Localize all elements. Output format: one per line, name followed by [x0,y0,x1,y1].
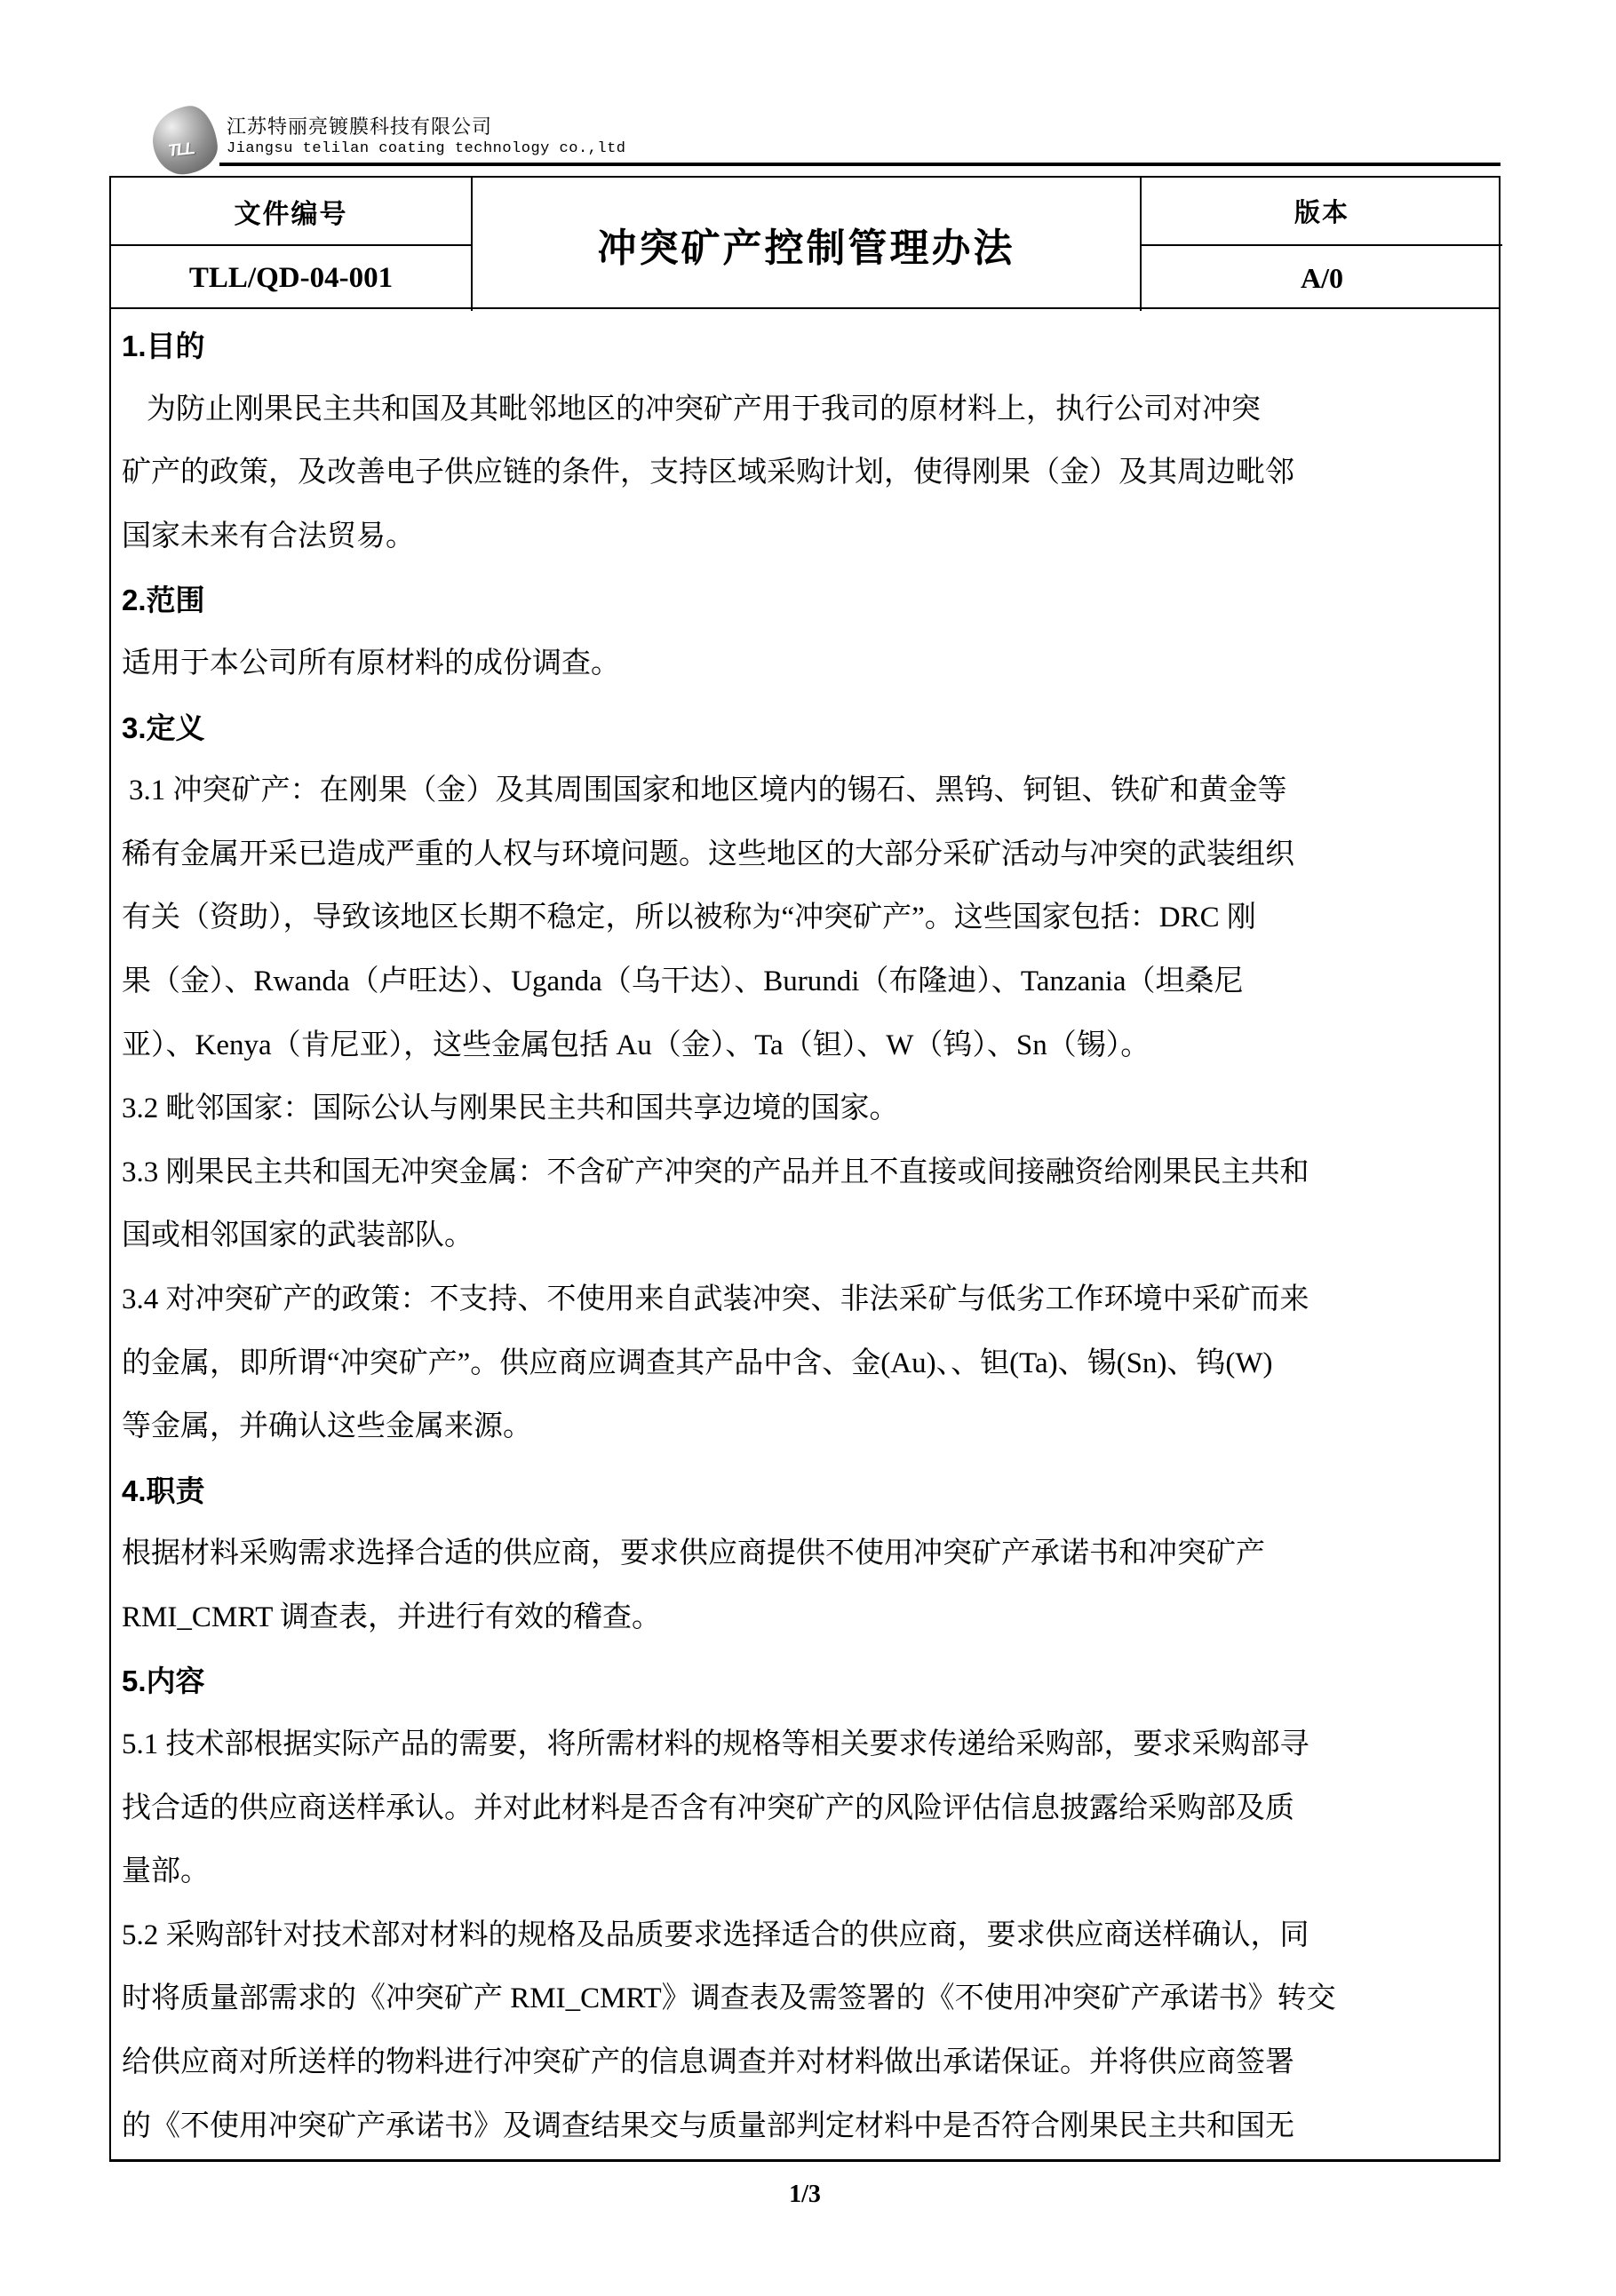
text-line: 有关（资助），导致该地区长期不稳定，所以被称为“冲突矿产”。这些国家包括：DRC 刚 [122,902,1256,934]
text-line: 3.4 对冲突矿产的政策：不支持、不使用来自武装冲突、非法采矿与低劣工作环境中采矿而来 [122,1283,1310,1315]
text-line: 3.1 冲突矿产：在刚果（金）及其周围国家和地区境内的锡石、黑钨、钶钽、铁矿和黄金等 [129,775,1287,807]
text-line: 国家未来有合法贸易。 [122,520,415,552]
text-line: 果（金）、Rwanda（卢旺达）、Uganda（乌干达）、Burundi（布隆迪）、Tanzania（坦桑尼 [122,965,1244,997]
page-number: 1/3 [789,2181,821,2208]
version-value: A/0 [1301,262,1343,294]
text-line: 国或相邻国家的武装部队。 [122,1220,474,1252]
document-body [109,309,1501,2162]
text-line: 量部。 [122,1855,210,1888]
text-line: 3.2 毗邻国家：国际公认与刚果民主共和国共享边境的国家。 [122,1092,899,1125]
text-line: 5.2 采购部针对技术部对材料的规格及品质要求选择适合的供应商，要求供应商送样确认，同 [122,1919,1310,1951]
text-line: 亚）、Kenya（肯尼亚），这些金属包括 Au（金）、Ta（钽）、W（钨）、Sn（锡）。 [122,1029,1150,1061]
section-heading: 5.内容 [122,1664,205,1698]
section-heading: 3.定义 [122,711,205,744]
text-line: 找合适的供应商送样承认。并对此材料是否含有冲突矿产的风险评估信息披露给采购部及质 [122,1792,1294,1824]
doc-no-label: 文件编号 [111,178,473,246]
text-line: 3.3 刚果民主共和国无冲突金属：不含矿产冲突的产品并且不直接或间接融资给刚果民主共和 [122,1156,1310,1188]
company-logo-text: TLL [167,139,195,161]
doc-title: 冲突矿产控制管理办法 [473,178,1142,311]
text-line: 根据材料采购需求选择合适的供应商，要求供应商提供不使用冲突矿产承诺书和冲突矿产 [122,1537,1265,1570]
text-line: 给供应商对所送样的物料进行冲突矿产的信息调查并对材料做出承诺保证。并将供应商签署 [122,2046,1294,2079]
text-line: 为防止刚果民主共和国及其毗邻地区的冲突矿产用于我司的原材料上，执行公司对冲突 [147,393,1261,425]
company-logo [149,103,220,177]
company-name-cn: 江苏特丽亮镀膜科技有限公司 [227,115,493,138]
text-line: 的《不使用冲突矿产承诺书》及调查结果交与质量部判定材料中是否符合刚果民主共和国无 [122,2109,1294,2142]
text-line: 时将质量部需求的《冲突矿产 RMI_CMRT》调查表及需签署的《不使用冲突矿产承诺书》转交 [122,1982,1336,2015]
text-line: RMI_CMRT 调查表，并进行有效的稽查。 [122,1601,662,1633]
section-heading: 1.目的 [122,330,205,362]
text-line: 等金属，并确认这些金属来源。 [122,1410,532,1443]
company-name-en: Jiangsu telilan coating technology co.,ltd [227,140,626,157]
text-line: 矿产的政策，及改善电子供应链的条件，支持区域采购计划，使得刚果（金）及其周边毗邻 [122,457,1294,489]
doc-header-table [109,176,1501,309]
text-line: 稀有金属开采已造成严重的人权与环境问题。这些地区的大部分采矿活动与冲突的武装组织 [122,838,1294,870]
header-rule [219,163,1501,166]
doc-no-value: TLL/QD-04-001 [111,246,473,311]
version-label: 版本 [1142,178,1502,246]
section-heading: 4.职责 [122,1474,205,1507]
section-heading: 2.范围 [122,584,205,617]
text-line: 适用于本公司所有原材料的成份调查。 [122,647,620,679]
text-line: 的金属，即所谓“冲突矿产”。供应商应调查其产品中含、金(Au)、、钽(Ta)、锡(Sn)、钨(W) [122,1347,1273,1379]
text-line: 5.1 技术部根据实际产品的需要，将所需材料的规格等相关要求传递给采购部，要求采购部寻 [122,1728,1310,1761]
